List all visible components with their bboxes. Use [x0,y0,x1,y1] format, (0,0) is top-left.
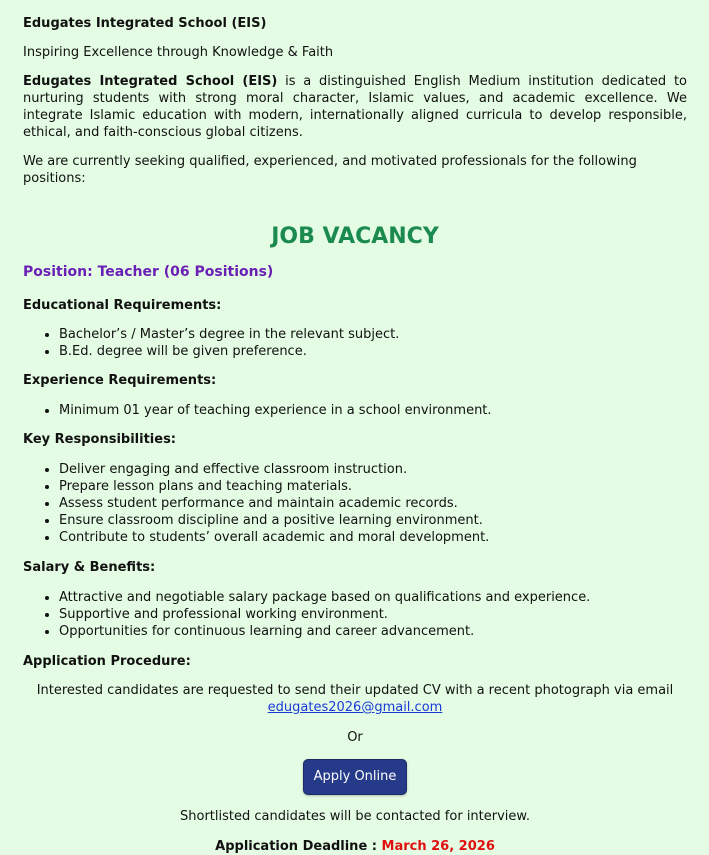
deadline-label: Application Deadline : [215,839,382,854]
job-vacancy-title: JOB VACANCY [271,224,439,249]
email-link[interactable]: edugates2026@gmail.com [267,700,443,715]
apply-online-button[interactable]: Apply Online [303,759,408,795]
intro-paragraph [23,73,687,141]
position-heading: Position: Teacher (06 Positions) [23,264,274,280]
list-item: • Ensure classroom discipline and a positive learning environment. [59,512,687,529]
list-item: • Minimum 01 year of teaching experience in a school environment. [59,402,687,419]
salary-heading: Salary & Benefits: [23,560,156,575]
shortlist-note: Shortlisted candidates will be contacted for interview. [180,809,530,824]
list-item: • Deliver engaging and effective classroom instruction. [59,461,687,478]
list-item: • Assess student performance and maintain academic records. [59,495,687,512]
intro-text: is a distinguished English Medium institution dedicated to nurturing students with strong moral character, Islamic values, and academic excellence. We integrate Islamic education with modern, internationally aligned curricula to develop responsible, ethical, and faith-conscious global citizens. [23,74,687,140]
seeking-paragraph: We are currently seeking qualified, experienced, and motivated professionals for the following positions: [23,154,637,186]
education-list [23,326,687,360]
school-name-heading: Edugates Integrated School (EIS) [23,16,267,31]
tagline: Inspiring Excellence through Knowledge & Faith [23,45,334,60]
responsibilities-heading: Key Responsibilities: [23,432,177,447]
deadline-date: March 26, 2026 [381,839,495,854]
list-item: • Supportive and professional working environment. [59,606,687,623]
education-heading: Educational Requirements: [23,298,222,313]
experience-list [23,402,687,419]
list-item: • Prepare lesson plans and teaching materials. [59,478,687,495]
list-item: • Contribute to students’ overall academic and moral development. [59,529,687,546]
or-text: Or [347,730,363,745]
deadline-line [23,838,687,855]
responsibilities-list [23,461,687,546]
experience-heading: Experience Requirements: [23,373,217,388]
email-line [23,699,687,716]
application-instruction: Interested candidates are requested to send their updated CV with a recent photograph via email [36,683,674,698]
list-item: • Bachelor’s / Master’s degree in the relevant subject. [59,326,687,343]
application-heading: Application Procedure: [23,654,191,669]
apply-button-wrap [23,759,687,795]
intro-school-name: Edugates Integrated School (EIS) [23,74,278,89]
list-item: • B.Ed. degree will be given preference. [59,343,687,360]
list-item: • Attractive and negotiable salary package based on qualifications and experience. [59,589,687,606]
list-item: • Opportunities for continuous learning and career advancement. [59,623,687,640]
salary-list [23,589,687,640]
